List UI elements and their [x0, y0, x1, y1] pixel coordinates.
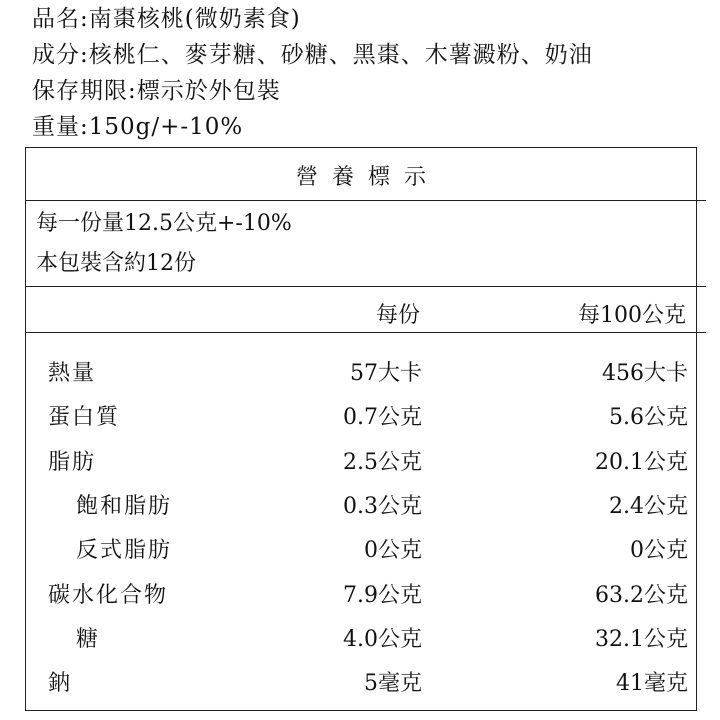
- nutrient-row: [26, 578, 698, 608]
- nutrient-name: 脂肪: [48, 449, 97, 475]
- value-per-100g: 63.2公克: [595, 582, 688, 608]
- divider: [26, 332, 706, 333]
- product-name: 品名:南棗核桃(微奶素食): [32, 6, 301, 32]
- nutrient-name: 熱量: [48, 361, 97, 386]
- value-per-serving: 0.7公克: [343, 405, 422, 431]
- value-per-serving: 0.3公克: [343, 493, 422, 519]
- divider: [26, 286, 706, 287]
- nutrient-name: 碳水化合物: [48, 582, 169, 608]
- value-per-serving: 4.0公克: [343, 626, 422, 652]
- value-per-serving: 0公克: [364, 538, 422, 564]
- servings-per-pack: 本包裝含約12份: [36, 251, 196, 276]
- nutrient-name: 鈉: [48, 671, 73, 697]
- column-header-per-100g: 每100公克: [578, 303, 686, 328]
- value-per-100g: 456大卡: [602, 361, 688, 386]
- value-per-100g: 5.6公克: [609, 405, 688, 431]
- value-per-100g: 0公克: [630, 538, 688, 564]
- value-per-serving: 7.9公克: [343, 582, 422, 608]
- value-per-100g: 41毫克: [616, 671, 688, 697]
- nutrient-name: 反式脂肪: [76, 538, 173, 564]
- value-per-100g: 20.1公克: [595, 449, 688, 475]
- nutrient-row: [26, 622, 698, 652]
- nutrient-row: [26, 666, 698, 696]
- nutrient-row: [26, 489, 698, 519]
- nutrient-row: [26, 356, 698, 386]
- value-per-serving: 2.5公克: [343, 449, 422, 475]
- shelf-life: 保存期限:標示於外包裝: [32, 78, 281, 104]
- value-per-100g: 2.4公克: [609, 493, 688, 519]
- serving-size: 每一份量12.5公克+-10%: [36, 211, 292, 236]
- value-per-serving: 57大卡: [350, 361, 422, 386]
- nutrient-row: [26, 445, 698, 475]
- nutrient-name: 蛋白質: [48, 405, 121, 431]
- column-header-per-serving: 每份: [375, 303, 420, 328]
- nutrient-name: 糖: [76, 626, 101, 652]
- nutrient-row: [26, 400, 698, 430]
- ingredients: 成分:核桃仁、麥芽糖、砂糖、黑棗、木薯澱粉、奶油: [32, 42, 593, 68]
- value-per-serving: 5毫克: [364, 671, 422, 697]
- nutrition-facts-panel: [25, 147, 697, 711]
- nutrient-name: 飽和脂肪: [76, 493, 173, 519]
- nutrient-row: [26, 533, 698, 563]
- nutrition-title: 營養標示: [295, 165, 440, 190]
- divider: [26, 200, 706, 201]
- net-weight: 重量:150g/+-10%: [32, 114, 244, 140]
- value-per-100g: 32.1公克: [595, 626, 688, 652]
